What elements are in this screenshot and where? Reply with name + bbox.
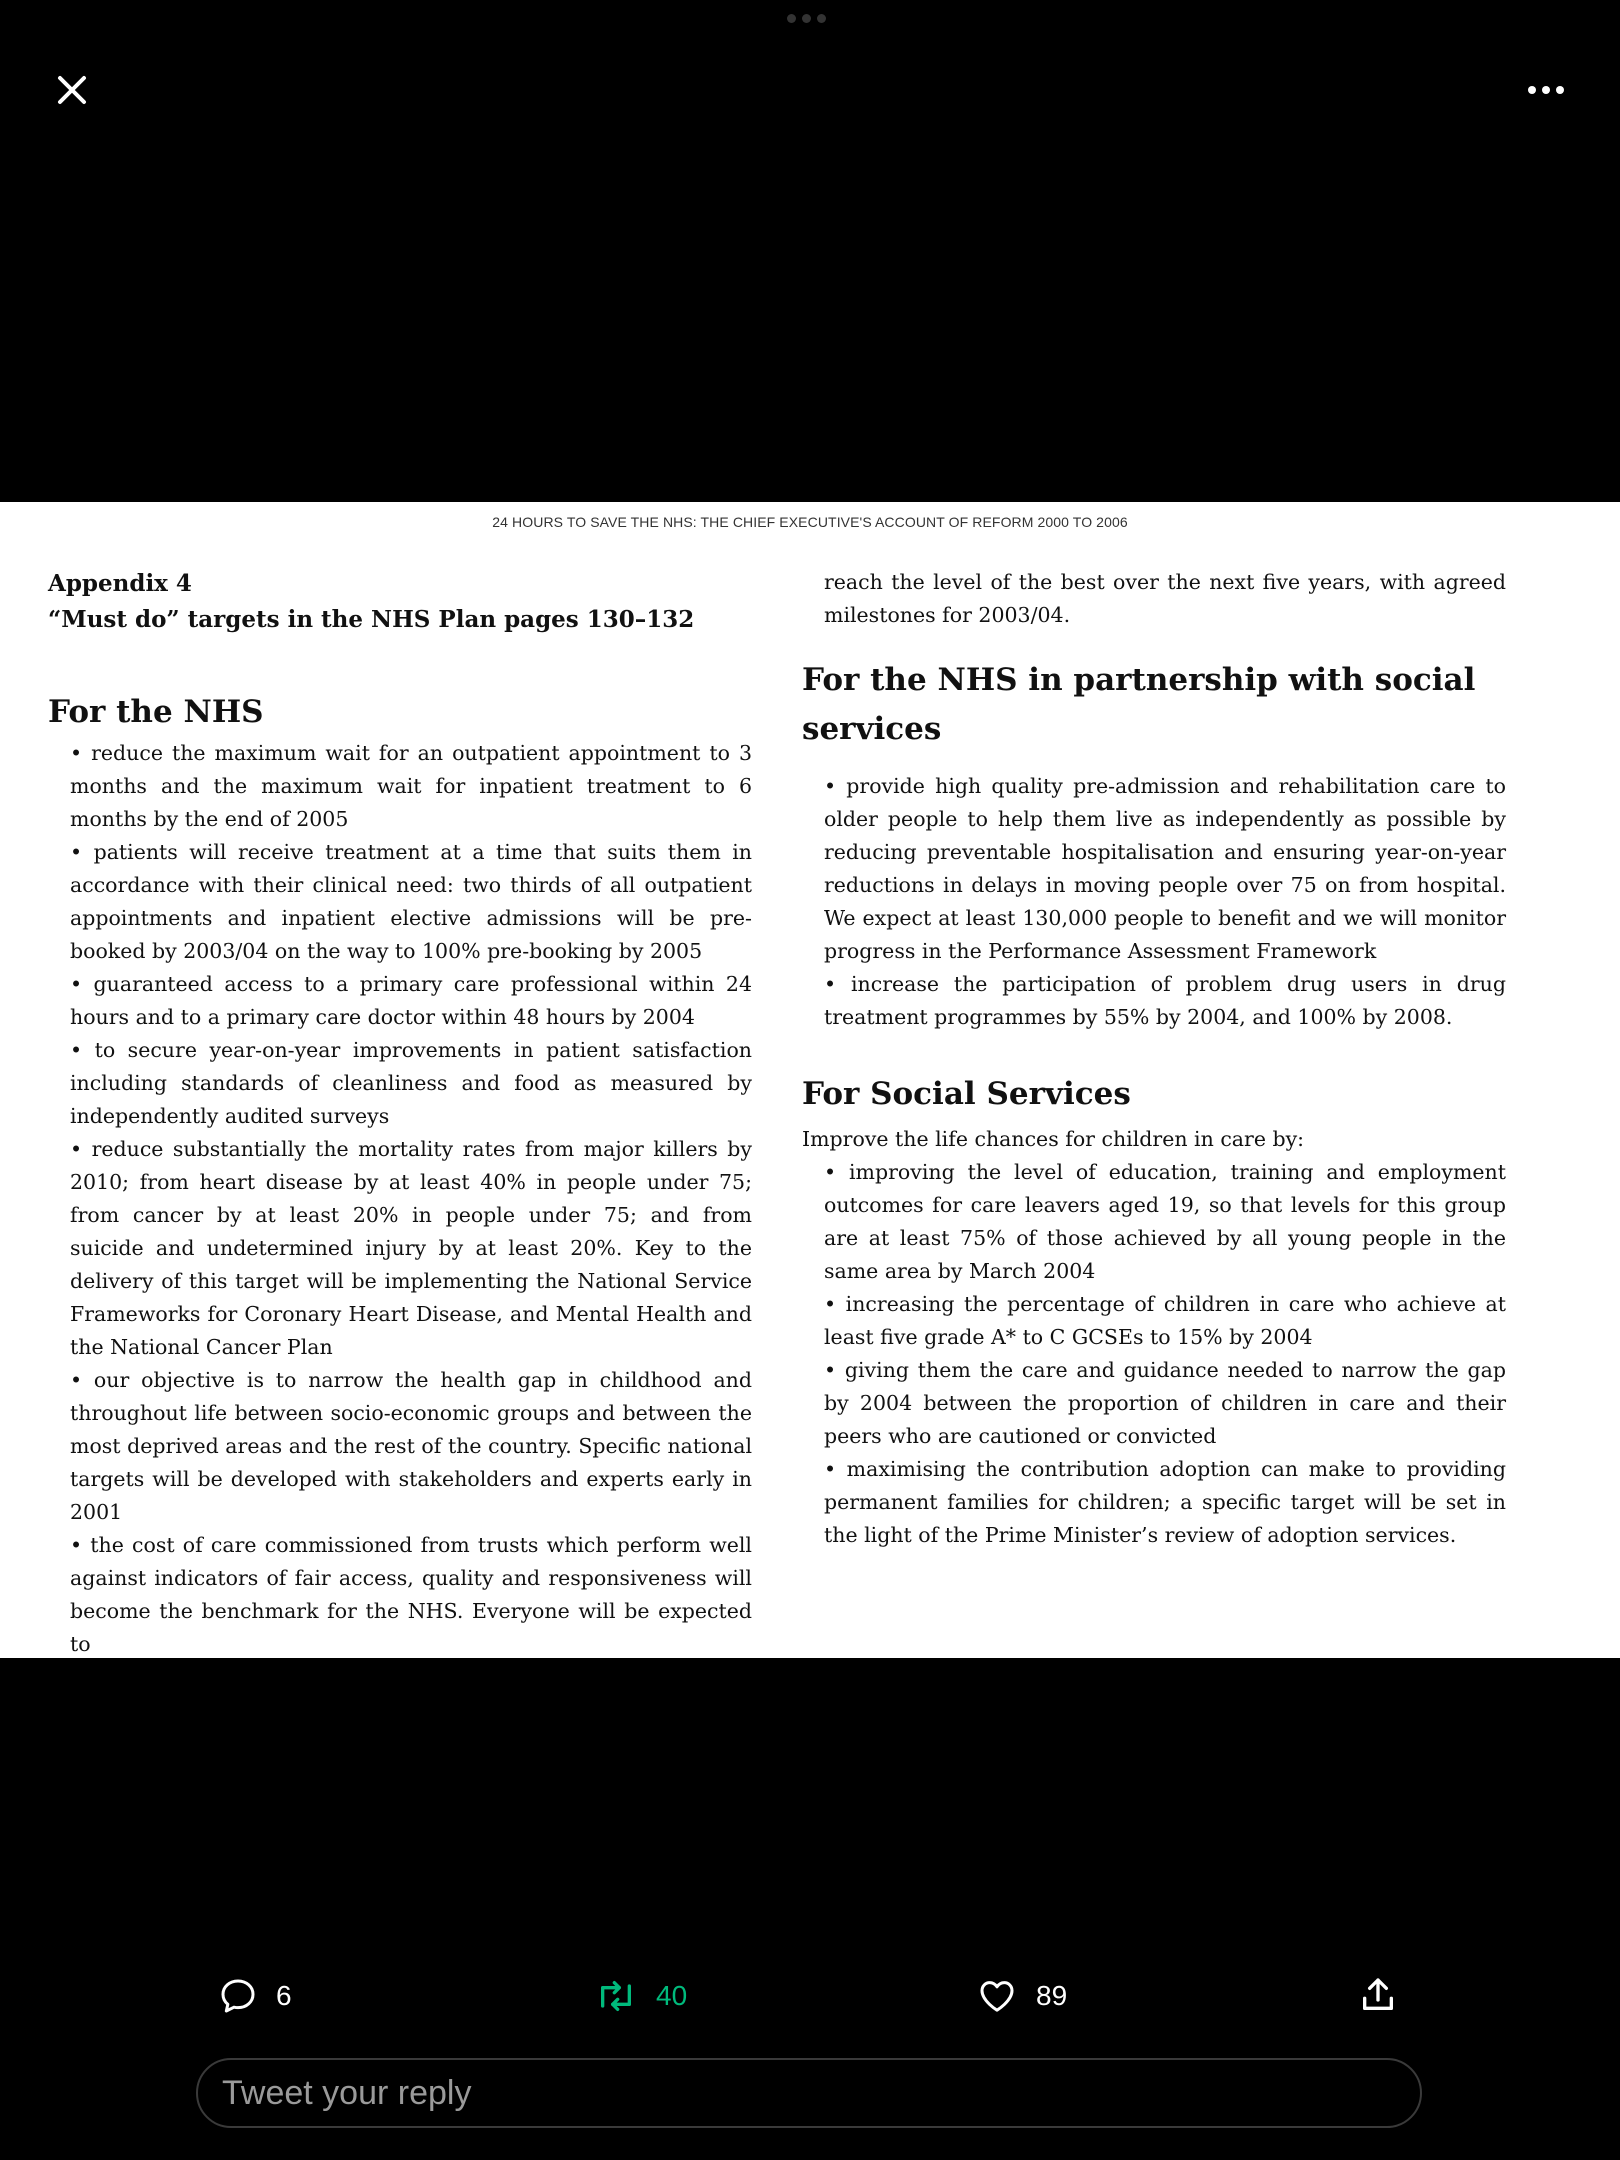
close-button[interactable] xyxy=(50,68,94,112)
continuation-text: reach the level of the best over the next five years, with agreed milestones for 2003/04. xyxy=(824,570,1506,627)
list-item: • provide high quality pre-admission and rehabilitation care to older people to help them live as independently as possible by reducing preventable hospitalisation and ensuring year-on-year reductions in delays in moving people over 75 on from hospital. We expect at least 130,000 people to benefit and we will monitor progress in the Performance Assessment Framework xyxy=(824,774,1506,963)
list-item: • reduce the maximum wait for an outpatient appointment to 3 months and the maximum wait for inpatient treatment to 6 months by the end of 2005 xyxy=(70,741,752,831)
reply-placeholder: Tweet your reply xyxy=(222,2073,472,2112)
list-item: • maximising the contribution adoption can make to providing permanent families for children; a specific target will be set in the light of the Prime Minister’s review of adoption services. xyxy=(824,1457,1506,1547)
heading-for-the-nhs: For the NHS xyxy=(48,694,264,730)
running-head: 24 HOURS TO SAVE THE NHS: THE CHIEF EXECUTIVE'S ACCOUNT OF REFORM 2000 TO 2006 xyxy=(492,514,1128,530)
reply-input[interactable] xyxy=(196,2058,1422,2128)
reply-icon xyxy=(218,1976,258,2016)
heart-icon xyxy=(976,1976,1018,2016)
retweet-count: 40 xyxy=(656,1980,688,2011)
left-column xyxy=(48,566,752,1661)
right-column xyxy=(802,566,1506,1552)
list-item: • improving the level of education, training and employment outcomes for care leavers aged 19, so that levels for this group are at least 75% of those achieved by all young people in the same area by March 2004 xyxy=(824,1160,1506,1283)
social-intro: Improve the life chances for children in care by: xyxy=(802,1127,1305,1151)
heading-partnership: For the NHS in partnership with social services xyxy=(802,662,1476,747)
appendix-title: Appendix 4 xyxy=(48,570,192,597)
list-item: • guaranteed access to a primary care professional within 24 hours and to a primary care doctor within 48 hours by 2004 xyxy=(70,972,752,1029)
share-icon xyxy=(1358,1974,1398,2016)
retweet-button[interactable] xyxy=(594,1976,687,2016)
reply-count: 6 xyxy=(276,1980,292,2011)
list-item: • patients will receive treatment at a time that suits them in accordance with their clinical need: two thirds of all outpatient appointments and inpatient elective admissions will be pre-booked by 2003/04 on the way to 100% pre-booking by 2005 xyxy=(70,840,752,963)
heading-social-services: For Social Services xyxy=(802,1076,1131,1112)
list-item: • to secure year-on-year improvements in patient satisfaction including standards of cleanliness and food as measured by independently audited surveys xyxy=(70,1038,752,1128)
list-item: • our objective is to narrow the health gap in childhood and throughout life between socio-economic groups and between the most deprived areas and the rest of the country. Specific national targets will be developed with stakeholders and experts early in 2001 xyxy=(70,1368,752,1524)
more-options-button[interactable] xyxy=(1524,78,1568,102)
document-image[interactable] xyxy=(0,502,1620,1658)
drag-handle[interactable] xyxy=(787,14,826,23)
tweet-actions-bar xyxy=(0,1972,1620,2028)
list-item: • increase the participation of problem drug users in drug treatment programmes by 55% by 2004, and 100% by 2008. xyxy=(824,972,1506,1029)
like-count: 89 xyxy=(1036,1980,1068,2011)
like-button[interactable] xyxy=(976,1976,1067,2016)
list-item: • reduce substantially the mortality rates from major killers by 2010; from heart disease by at least 40% in people under 75; from cancer by at least 20% in people under 75; and from suicide and undetermined injury by at least 20%. Key to the delivery of this target will be implementing the National Service Frameworks for Coronary Heart Disease, and Mental Health and the National Cancer Plan xyxy=(70,1137,752,1359)
list-item: • increasing the percentage of children in care who achieve at least five grade A* to C GCSEs to 15% by 2004 xyxy=(824,1292,1506,1349)
retweet-icon xyxy=(594,1976,638,2016)
close-icon xyxy=(50,68,94,112)
appendix-subtitle: “Must do” targets in the NHS Plan pages 130–132 xyxy=(48,606,695,633)
list-item: • giving them the care and guidance needed to narrow the gap by 2004 between the proportion of children in care and their peers who are cautioned or convicted xyxy=(824,1358,1506,1448)
list-item: • the cost of care commissioned from trusts which perform well against indicators of fair access, quality and responsiveness will become the benchmark for the NHS. Everyone will be expected to xyxy=(70,1533,752,1656)
share-button[interactable] xyxy=(1358,1974,1398,2016)
reply-button[interactable] xyxy=(218,1976,292,2016)
more-icon xyxy=(1524,78,1568,102)
